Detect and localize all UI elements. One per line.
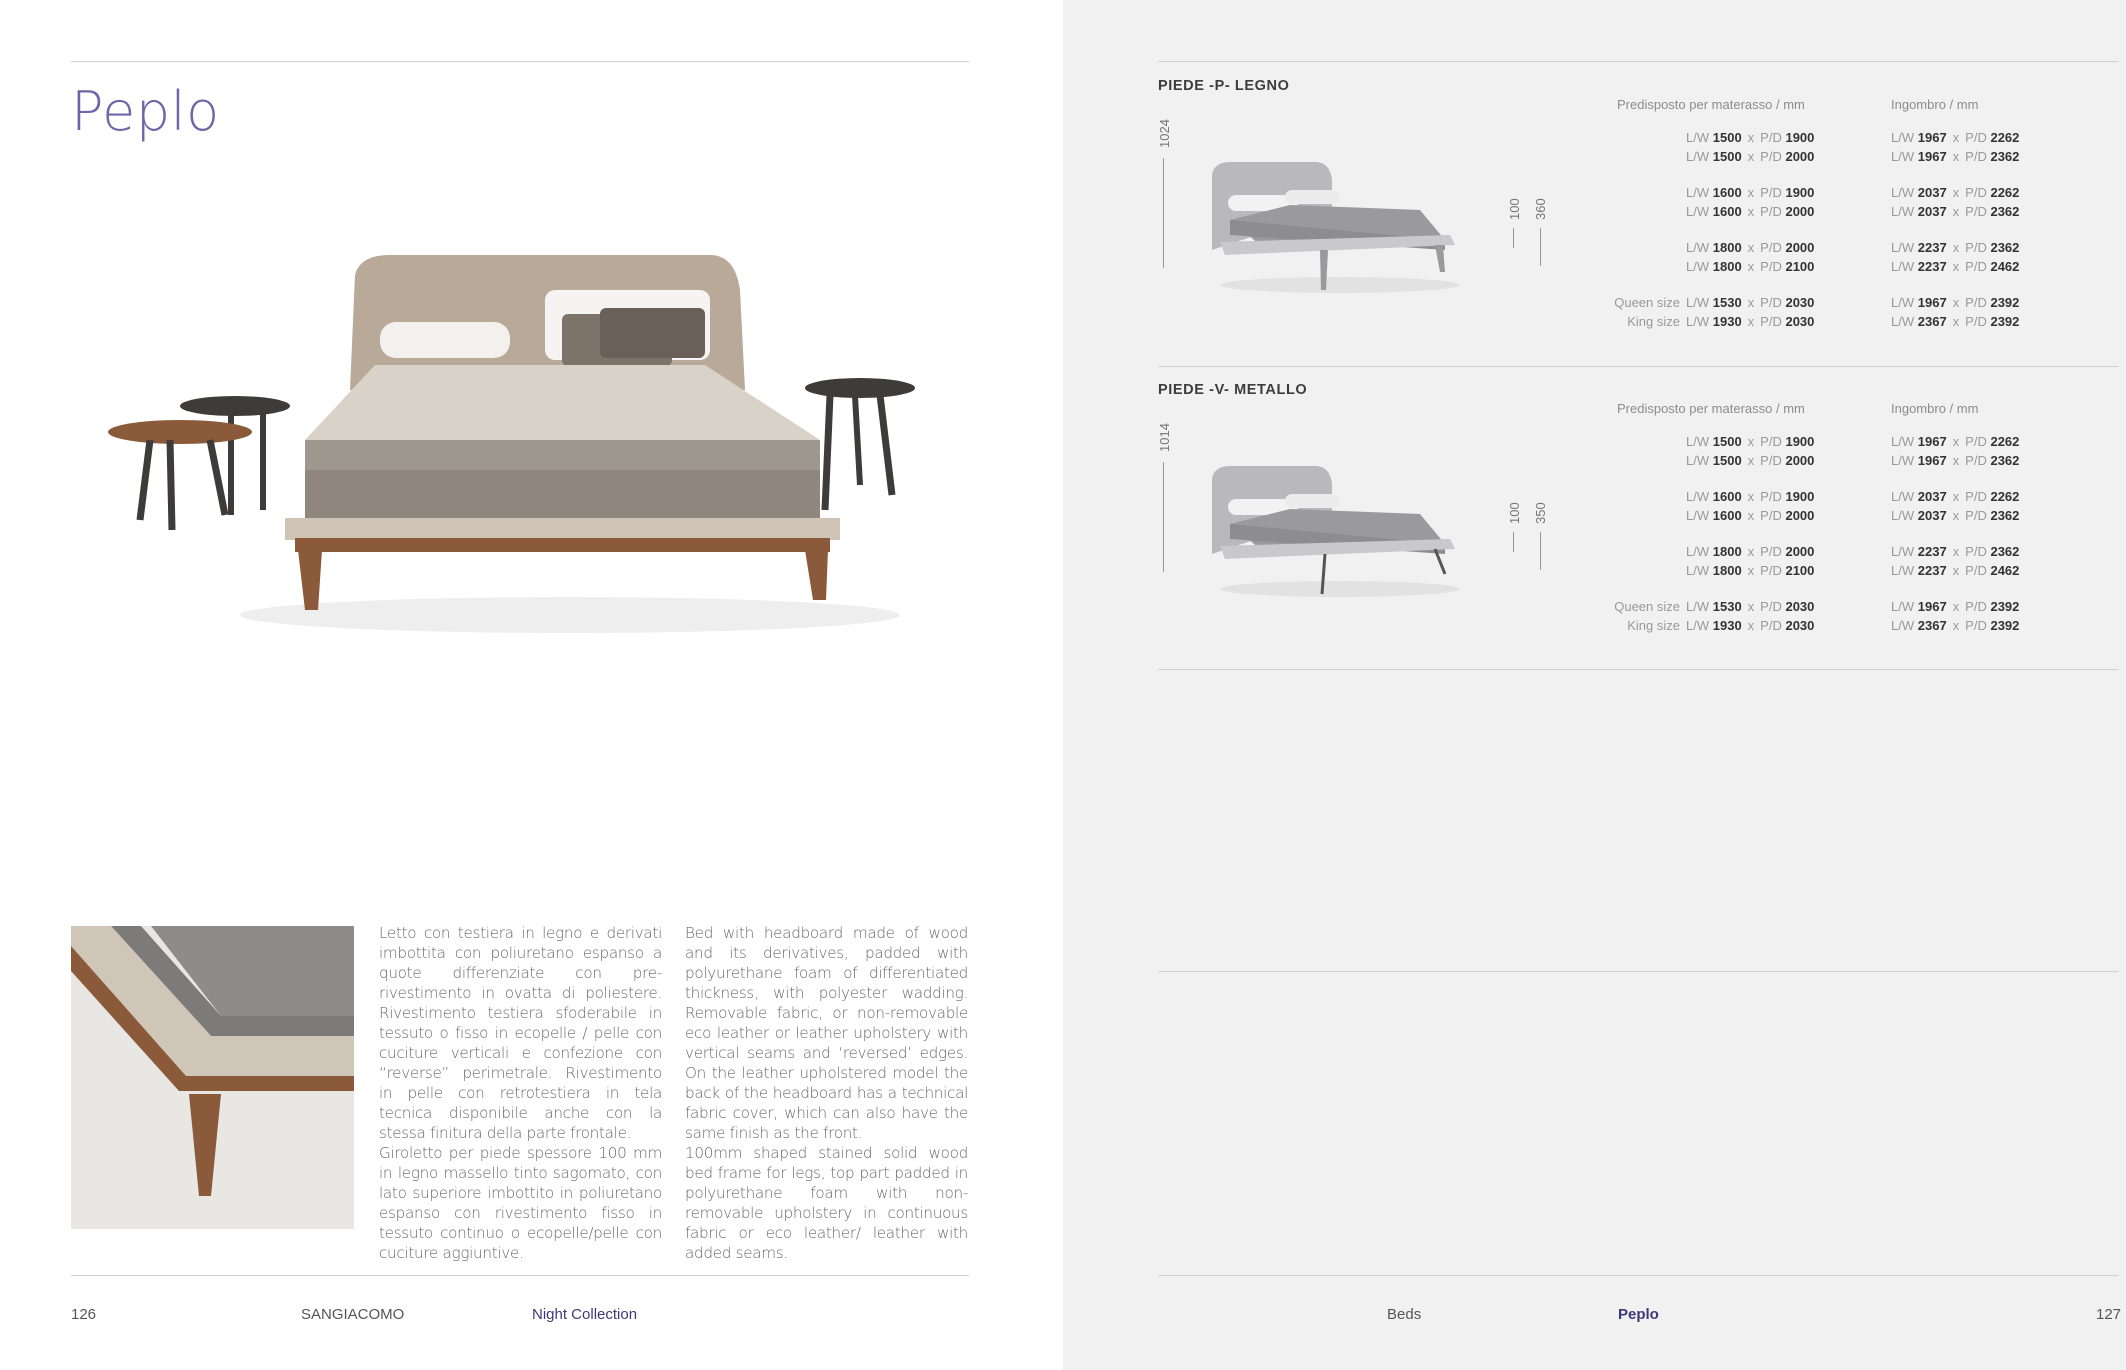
width-label: L/W — [1686, 258, 1710, 274]
mattress-size-row — [1614, 599, 1815, 615]
depth-value: 2362 — [1990, 507, 2020, 523]
mattress-size-row — [1686, 185, 1814, 201]
width-label: L/W — [1686, 544, 1710, 559]
overall-column-header: Ingombro / mm — [1891, 97, 1979, 112]
width-value: 1800 — [1712, 562, 1742, 578]
width-label: L/W — [1891, 148, 1915, 164]
depth-value: 1900 — [1785, 185, 1815, 200]
depth-value: 2362 — [1990, 544, 2020, 559]
depth-value: 2100 — [1785, 562, 1815, 578]
overall-size-row — [1891, 295, 2019, 311]
depth-value: 2000 — [1785, 452, 1815, 468]
width-value: 1800 — [1712, 240, 1742, 255]
overall-size-row — [1891, 563, 2019, 579]
width-value: 2367 — [1917, 617, 1947, 633]
width-value: 1967 — [1917, 452, 1947, 468]
times-sign: x — [1952, 507, 1960, 523]
width-value: 1800 — [1712, 258, 1742, 274]
depth-label: P/D — [1965, 562, 1987, 578]
depth-value: 1900 — [1785, 489, 1815, 504]
depth-value: 2000 — [1785, 240, 1815, 255]
width-value: 1530 — [1712, 599, 1742, 614]
floor-clearance-dimension: 350 — [1533, 502, 1548, 524]
times-sign: x — [1952, 240, 1960, 255]
page-number: 127 — [2096, 1306, 2122, 1323]
times-sign: x — [1747, 203, 1755, 219]
width-value: 1967 — [1917, 434, 1947, 449]
depth-label: P/D — [1965, 185, 1987, 200]
section-divider — [1158, 669, 2118, 670]
depth-value: 2392 — [1990, 599, 2020, 614]
size-label: King size — [1627, 617, 1680, 633]
depth-value: 2000 — [1785, 544, 1815, 559]
category-name: Beds — [1387, 1306, 1422, 1323]
times-sign: x — [1747, 599, 1755, 614]
times-sign: x — [1952, 489, 1960, 504]
width-value: 2237 — [1917, 258, 1947, 274]
depth-label: P/D — [1965, 434, 1987, 449]
depth-label: P/D — [1965, 258, 1987, 274]
depth-value: 1900 — [1785, 130, 1815, 145]
floor-clearance-dimension: 360 — [1533, 198, 1548, 220]
width-value: 2037 — [1917, 489, 1947, 504]
depth-value: 2000 — [1785, 507, 1815, 523]
depth-label: P/D — [1760, 599, 1782, 614]
depth-value: 2392 — [1990, 295, 2020, 310]
depth-value: 2262 — [1990, 130, 2020, 145]
depth-label: P/D — [1965, 617, 1987, 633]
width-label: L/W — [1891, 258, 1915, 274]
overall-size-row — [1891, 434, 2019, 450]
depth-value: 2462 — [1990, 562, 2020, 578]
description-en-paragraph: Bed with headboard made of wood and its derivatives, padded with polyurethane foam of differentiated thickness, with polyester wadding. Removable fabric, or non-removable eco leather or leather upholstery with vertical seams and ‘reversed’ edges. On the leather upholstered model the back of the headboard has a technical fabric cover, which can also have the same finish as the front. — [685, 924, 968, 1142]
width-value: 2237 — [1917, 544, 1947, 559]
depth-value: 2100 — [1785, 258, 1815, 274]
width-value: 1967 — [1917, 148, 1947, 164]
depth-value: 2030 — [1785, 617, 1815, 633]
width-label: L/W — [1686, 617, 1710, 633]
height-dimension: 1024 — [1157, 119, 1172, 148]
mattress-size-row — [1686, 508, 1814, 524]
times-sign: x — [1952, 313, 1960, 329]
top-rule — [1158, 61, 2118, 62]
times-sign: x — [1747, 295, 1755, 310]
depth-value: 2392 — [1990, 617, 2020, 633]
mattress-size-row — [1686, 434, 1814, 450]
depth-label: P/D — [1760, 507, 1782, 523]
times-sign: x — [1952, 258, 1960, 274]
section-divider — [1158, 366, 2118, 367]
width-label: L/W — [1891, 295, 1915, 310]
leg-dimension: 100 — [1507, 502, 1522, 524]
mattress-size-row — [1686, 563, 1814, 579]
width-label: L/W — [1891, 452, 1915, 468]
mattress-size-row — [1686, 130, 1814, 146]
times-sign: x — [1747, 258, 1755, 274]
top-rule — [71, 61, 969, 62]
overall-size-row — [1891, 130, 2019, 146]
depth-label: P/D — [1965, 507, 1987, 523]
depth-label: P/D — [1965, 130, 1987, 145]
width-value: 1600 — [1712, 203, 1742, 219]
width-label: L/W — [1686, 313, 1710, 329]
size-label: Queen size — [1614, 599, 1680, 614]
depth-label: P/D — [1760, 130, 1782, 145]
overall-size-row — [1891, 259, 2019, 275]
width-label: L/W — [1686, 295, 1710, 310]
mattress-size-row — [1686, 259, 1814, 275]
width-label: L/W — [1891, 544, 1915, 559]
bed-thumbnail — [1200, 454, 1470, 604]
depth-label: P/D — [1760, 240, 1782, 255]
mattress-size-row — [1686, 489, 1814, 505]
times-sign: x — [1952, 203, 1960, 219]
depth-label: P/D — [1760, 203, 1782, 219]
depth-label: P/D — [1965, 148, 1987, 164]
overall-size-row — [1891, 149, 2019, 165]
depth-label: P/D — [1965, 489, 1987, 504]
depth-label: P/D — [1760, 617, 1782, 633]
width-value: 1930 — [1712, 617, 1742, 633]
times-sign: x — [1952, 148, 1960, 164]
times-sign: x — [1952, 544, 1960, 559]
width-label: L/W — [1686, 185, 1710, 200]
depth-label: P/D — [1760, 185, 1782, 200]
times-sign: x — [1747, 130, 1755, 145]
width-label: L/W — [1686, 130, 1710, 145]
depth-label: P/D — [1760, 562, 1782, 578]
width-label: L/W — [1686, 434, 1710, 449]
times-sign: x — [1747, 617, 1755, 633]
depth-label: P/D — [1760, 295, 1782, 310]
depth-label: P/D — [1965, 544, 1987, 559]
collection-name: Night Collection — [532, 1306, 638, 1323]
width-value: 2237 — [1917, 240, 1947, 255]
times-sign: x — [1952, 599, 1960, 614]
times-sign: x — [1747, 240, 1755, 255]
bed-thumbnail — [1200, 150, 1470, 300]
overall-size-row — [1891, 314, 2019, 330]
depth-label: P/D — [1965, 295, 1987, 310]
width-label: L/W — [1891, 203, 1915, 219]
width-label: L/W — [1686, 489, 1710, 504]
width-value: 1500 — [1712, 452, 1742, 468]
leg-dimension: 100 — [1507, 198, 1522, 220]
width-value: 1967 — [1917, 599, 1947, 614]
product-name: Peplo — [1618, 1306, 1659, 1323]
width-label: L/W — [1686, 599, 1710, 614]
mattress-size-row — [1686, 149, 1814, 165]
mattress-size-row — [1627, 313, 1815, 330]
depth-label: P/D — [1965, 452, 1987, 468]
width-label: L/W — [1891, 434, 1915, 449]
mattress-size-row — [1686, 544, 1814, 560]
brand-name: SANGIACOMO — [301, 1306, 405, 1323]
depth-label: P/D — [1965, 240, 1987, 255]
width-label: L/W — [1891, 507, 1915, 523]
section-title: PIEDE -P- LEGNO — [1158, 78, 1290, 94]
description-english — [685, 923, 968, 1263]
width-value: 1967 — [1917, 130, 1947, 145]
times-sign: x — [1952, 562, 1960, 578]
depth-value: 2030 — [1785, 295, 1815, 310]
times-sign: x — [1747, 507, 1755, 523]
width-value: 1500 — [1712, 148, 1742, 164]
width-label: L/W — [1891, 240, 1915, 255]
times-sign: x — [1952, 295, 1960, 310]
section-divider — [1158, 971, 2118, 972]
width-value: 2367 — [1917, 313, 1947, 329]
times-sign: x — [1747, 562, 1755, 578]
overall-size-row — [1891, 489, 2019, 505]
footer-rule — [1158, 1275, 2118, 1276]
times-sign: x — [1952, 130, 1960, 145]
depth-value: 2030 — [1785, 599, 1815, 614]
depth-label: P/D — [1760, 544, 1782, 559]
width-label: L/W — [1891, 562, 1915, 578]
overall-size-row — [1891, 599, 2019, 615]
depth-value: 2362 — [1990, 203, 2020, 219]
page-title: Peplo — [71, 80, 220, 143]
width-value: 1530 — [1712, 295, 1742, 310]
overall-size-row — [1891, 240, 2019, 256]
depth-label: P/D — [1760, 452, 1782, 468]
width-value: 1500 — [1712, 434, 1742, 449]
times-sign: x — [1747, 544, 1755, 559]
times-sign: x — [1952, 617, 1960, 633]
depth-label: P/D — [1965, 203, 1987, 219]
size-label: Queen size — [1614, 295, 1680, 310]
depth-label: P/D — [1760, 313, 1782, 329]
times-sign: x — [1747, 489, 1755, 504]
depth-value: 2392 — [1990, 313, 2020, 329]
overall-size-row — [1891, 185, 2019, 201]
width-label: L/W — [1686, 148, 1710, 164]
overall-size-row — [1891, 204, 2019, 220]
floor-clearance-dimension-line — [1540, 228, 1541, 266]
overall-column-header: Ingombro / mm — [1891, 401, 1979, 416]
times-sign: x — [1747, 434, 1755, 449]
times-sign: x — [1747, 313, 1755, 329]
width-label: L/W — [1891, 489, 1915, 504]
width-label: L/W — [1891, 130, 1915, 145]
mattress-size-row — [1627, 617, 1815, 634]
depth-value: 2362 — [1990, 148, 2020, 164]
width-value: 1600 — [1712, 489, 1742, 504]
section-title: PIEDE -V- METALLO — [1158, 382, 1308, 398]
depth-label: P/D — [1760, 148, 1782, 164]
times-sign: x — [1952, 434, 1960, 449]
width-value: 2037 — [1917, 507, 1947, 523]
width-label: L/W — [1686, 452, 1710, 468]
width-value: 1600 — [1712, 185, 1742, 200]
mattress-column-header: Predisposto per materasso / mm — [1617, 97, 1805, 112]
leg-dimension-line — [1513, 532, 1514, 552]
width-label: L/W — [1891, 599, 1915, 614]
mattress-size-row — [1686, 240, 1814, 256]
footer-rule — [71, 1275, 969, 1276]
page-number: 126 — [71, 1306, 97, 1323]
depth-value: 2000 — [1785, 203, 1815, 219]
depth-value: 2030 — [1785, 313, 1815, 329]
width-label: L/W — [1686, 507, 1710, 523]
width-value: 2037 — [1917, 203, 1947, 219]
times-sign: x — [1952, 452, 1960, 468]
depth-value: 2462 — [1990, 258, 2020, 274]
times-sign: x — [1747, 148, 1755, 164]
width-label: L/W — [1686, 562, 1710, 578]
depth-label: P/D — [1760, 489, 1782, 504]
depth-value: 2362 — [1990, 452, 2020, 468]
depth-value: 2000 — [1785, 148, 1815, 164]
times-sign: x — [1747, 185, 1755, 200]
mattress-size-row — [1686, 204, 1814, 220]
depth-label: P/D — [1965, 313, 1987, 329]
description-en-paragraph: 100mm shaped stained solid wood bed frame for legs, top part padded in polyurethane foam with non-removable upholstery in continuous fabric or eco leather/ leather with added seams. — [685, 1144, 968, 1262]
height-dimension-line — [1163, 462, 1164, 572]
width-value: 1600 — [1712, 507, 1742, 523]
leg-dimension-line — [1513, 228, 1514, 248]
times-sign: x — [1952, 185, 1960, 200]
width-label: L/W — [1891, 313, 1915, 329]
overall-size-row — [1891, 453, 2019, 469]
description-it-paragraph: Giroletto per piede spessore 100 mm in legno massello tinto sagomato, con lato superiore imbottito in poliuretano espanso con rivestimento fisso in tessuto continuo o ecopelle/pelle con cuciture aggiuntive. — [379, 1144, 662, 1262]
width-value: 1930 — [1712, 313, 1742, 329]
description-it-paragraph: Letto con testiera in legno e derivati imbottita con poliuretano espanso a quote differenziate con pre-rivestimento in ovatta di poliestere. Rivestimento testiera sfoderabile in tessuto o fisso in ecopelle / pelle con cuciture verticali e confezione con “reverse” perimetrale. Rivestimento in pelle con retrotestiera in tela tecnica disponibile anche con la stessa finitura della parte frontale. — [379, 924, 662, 1142]
width-label: L/W — [1891, 185, 1915, 200]
times-sign: x — [1747, 452, 1755, 468]
depth-value: 2262 — [1990, 434, 2020, 449]
mattress-size-row — [1614, 295, 1815, 311]
overall-size-row — [1891, 544, 2019, 560]
width-value: 1967 — [1917, 295, 1947, 310]
size-label: King size — [1627, 313, 1680, 329]
width-label: L/W — [1686, 203, 1710, 219]
height-dimension-line — [1163, 158, 1164, 268]
width-value: 2037 — [1917, 185, 1947, 200]
width-label: L/W — [1686, 240, 1710, 255]
width-value: 1500 — [1712, 130, 1742, 145]
detail-photo — [71, 926, 354, 1229]
hero-bed-image — [100, 230, 980, 650]
mattress-size-row — [1686, 453, 1814, 469]
description-italian — [379, 923, 662, 1263]
depth-label: P/D — [1760, 434, 1782, 449]
depth-value: 2362 — [1990, 240, 2020, 255]
overall-size-row — [1891, 618, 2019, 634]
depth-label: P/D — [1760, 258, 1782, 274]
depth-value: 1900 — [1785, 434, 1815, 449]
mattress-column-header: Predisposto per materasso / mm — [1617, 401, 1805, 416]
depth-value: 2262 — [1990, 489, 2020, 504]
depth-label: P/D — [1965, 599, 1987, 614]
depth-value: 2262 — [1990, 185, 2020, 200]
width-value: 2237 — [1917, 562, 1947, 578]
floor-clearance-dimension-line — [1540, 532, 1541, 570]
width-label: L/W — [1891, 617, 1915, 633]
height-dimension: 1014 — [1157, 423, 1172, 452]
overall-size-row — [1891, 508, 2019, 524]
width-value: 1800 — [1712, 544, 1742, 559]
